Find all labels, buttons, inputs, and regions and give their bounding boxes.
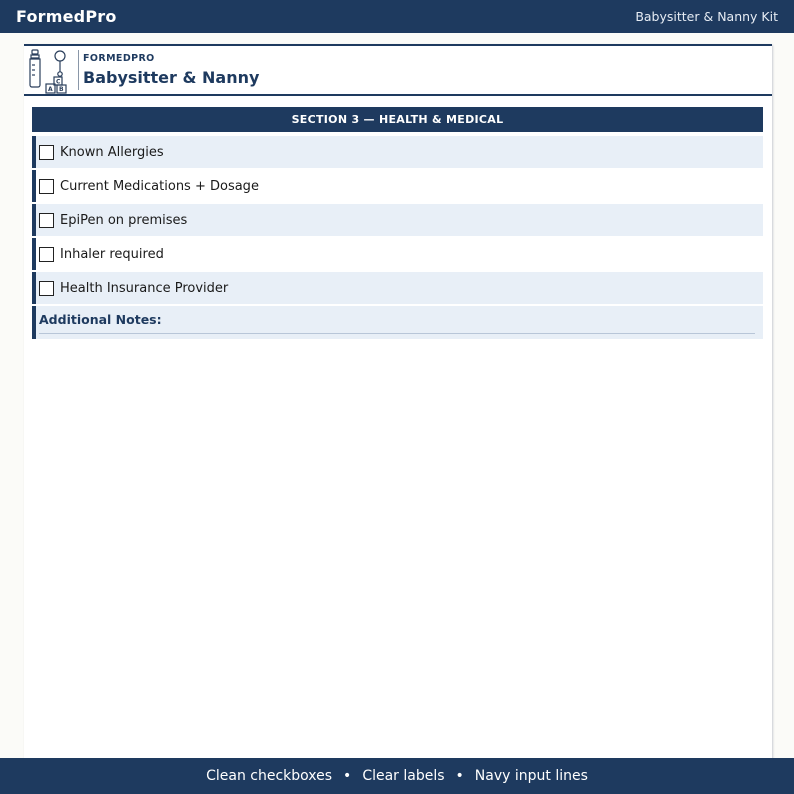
baby-bottle-rattle-blocks-icon — [26, 46, 76, 94]
checkbox[interactable] — [39, 145, 54, 160]
form-sheet — [24, 44, 772, 759]
app-header — [0, 0, 794, 33]
checklist — [32, 136, 763, 339]
form-title: Babysitter & Nanny — [83, 68, 260, 87]
checklist-row[interactable] — [32, 238, 763, 270]
header-divider — [78, 50, 79, 90]
checklist-row[interactable] — [32, 272, 763, 304]
checkbox[interactable] — [39, 281, 54, 296]
checklist-label: Current Medications + Dosage — [60, 178, 259, 194]
checklist-row[interactable] — [32, 170, 763, 202]
checkbox[interactable] — [39, 247, 54, 262]
checklist-label: Health Insurance Provider — [60, 280, 229, 296]
checklist-row[interactable] — [32, 204, 763, 236]
logo-block-letter: B — [59, 86, 64, 93]
footer-separator: • — [343, 768, 352, 784]
header-text — [83, 53, 259, 87]
logo-block-letter: C — [56, 78, 61, 86]
notes-field[interactable] — [32, 306, 763, 339]
section-title: SECTION 3 — HEALTH & MEDICAL — [32, 107, 763, 132]
footer-item: Clean checkboxes — [206, 768, 333, 784]
checklist-label: Known Allergies — [60, 144, 164, 160]
checklist-label: EpiPen on premises — [60, 212, 188, 228]
footer-item: Clear labels — [362, 768, 445, 784]
checklist-label: Inhaler required — [60, 246, 164, 262]
checkbox[interactable] — [39, 179, 54, 194]
footer-item: Navy input lines — [474, 768, 588, 784]
app-brand: FormedPro — [16, 7, 117, 26]
footer-separator: • — [455, 768, 464, 784]
notes-label: Additional Notes: — [39, 312, 162, 327]
form-brand: FORMEDPRO — [83, 53, 155, 64]
form-header — [24, 46, 772, 96]
checkbox[interactable] — [39, 213, 54, 228]
footer-bar — [0, 758, 794, 794]
kit-name: Babysitter & Nanny Kit — [635, 9, 778, 24]
logo-block-letter: A — [48, 86, 53, 93]
checklist-row[interactable] — [32, 136, 763, 168]
notes-input-line[interactable] — [39, 333, 755, 334]
